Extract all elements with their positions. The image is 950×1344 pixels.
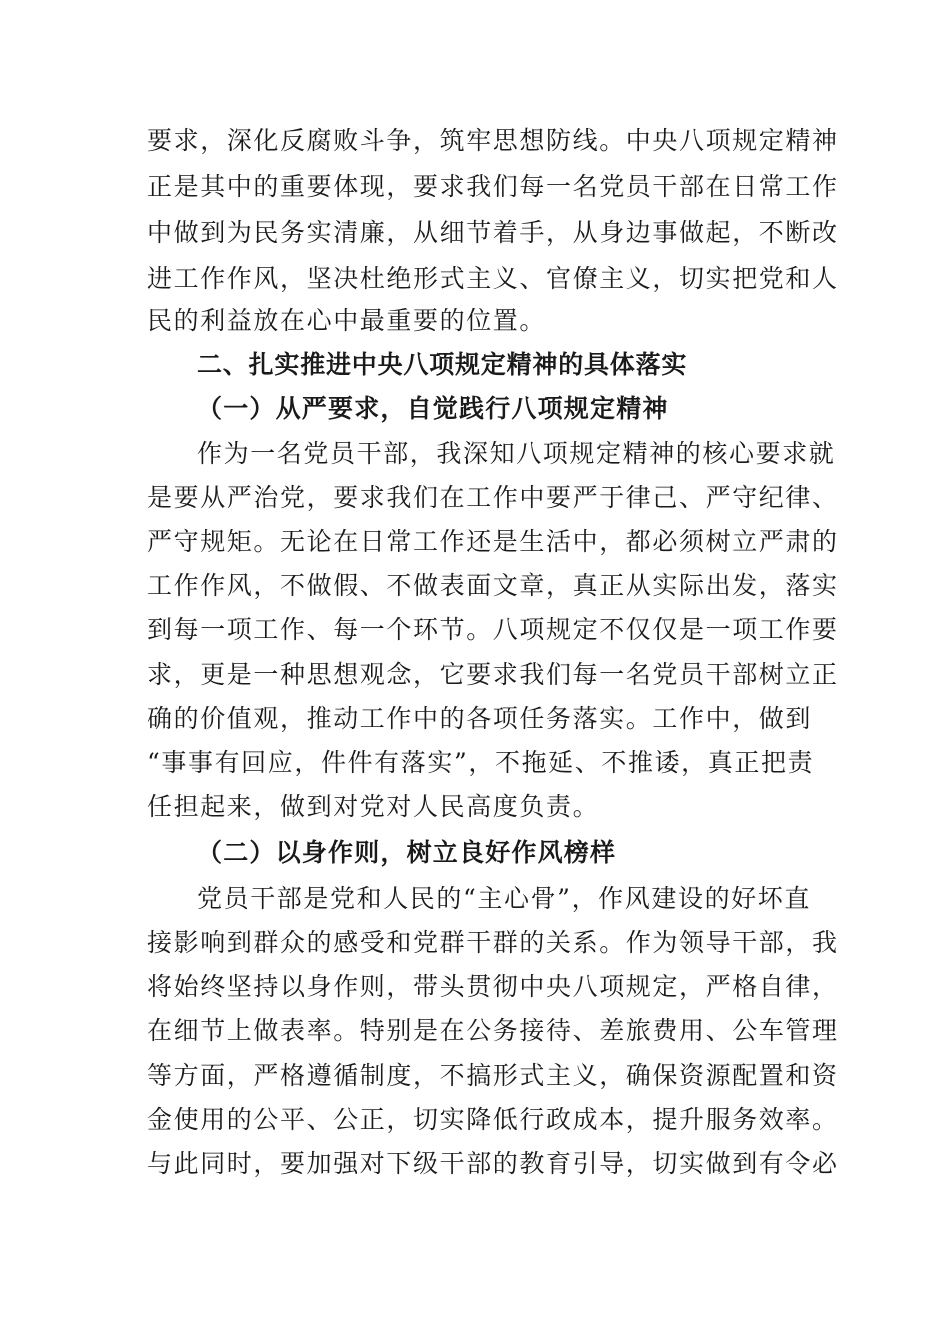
body-text-line: 金使用的公平、公正，切实降低行政成本，提升服务效率。 [147, 1105, 839, 1134]
body-text-line: 要求，深化反腐败斗争，筑牢思想防线。中央八项规定精神 [147, 126, 839, 155]
body-text-line: 党员干部是党和人民的“主心骨”，作风建设的好坏直 [197, 884, 811, 913]
section-heading: 二、扎实推进中央八项规定精神的具体落实 [197, 350, 688, 379]
subsection-heading: （二）以身作则，树立良好作风榜样 [197, 838, 617, 867]
body-text-line: 与此同时，要加强对下级干部的教育引导，切实做到有令必 [147, 1149, 839, 1178]
body-text-line: 求，更是一种思想观念，它要求我们每一名党员干部树立正 [147, 660, 839, 689]
body-text-line: 任担起来，做到对党对人民高度负责。 [147, 792, 600, 821]
body-text-line: 民的利益放在心中最重要的位置。 [147, 306, 547, 335]
body-text-line: 严守规矩。无论在日常工作还是生活中，都必须树立严肃的 [147, 527, 839, 556]
subsection-heading: （一）从严要求，自觉践行八项规定精神 [197, 394, 669, 423]
body-text-line: 正是其中的重要体现，要求我们每一名党员干部在日常工作 [147, 172, 839, 201]
body-text-line: 确的价值观，推动工作中的各项任务落实。工作中，做到 [147, 704, 813, 733]
body-text-line: 是要从严治党，要求我们在工作中要严于律己、严守纪律、 [147, 483, 839, 512]
body-text-line: 中做到为民务实清廉，从细节着手，从身边事做起，不断改 [147, 218, 839, 247]
body-text-line: 进工作作风，坚决杜绝形式主义、官僚主义，切实把党和人 [147, 264, 839, 293]
body-text-line: 作为一名党员干部，我深知八项规定精神的核心要求就 [197, 439, 836, 468]
body-text-line: 到每一项工作、每一个环节。八项规定不仅仅是一项工作要 [147, 615, 839, 644]
body-text-line: 将始终坚持以身作则，带头贯彻中央八项规定，严格自律， [147, 972, 839, 1001]
body-text-line: 接影响到群众的感受和党群干群的关系。作为领导干部，我 [147, 928, 839, 957]
body-text-line: 工作作风，不做假、不做表面文章，真正从实际出发，落实 [147, 571, 839, 600]
body-text-line: “事事有回应，件件有落实”，不拖延、不推诿，真正把责 [147, 748, 815, 777]
body-text-line: 等方面，严格遵循制度，不搞形式主义，确保资源配置和资 [147, 1061, 839, 1090]
body-text-line: 在细节上做表率。特别是在公务接待、差旅费用、公车管理 [147, 1016, 839, 1045]
